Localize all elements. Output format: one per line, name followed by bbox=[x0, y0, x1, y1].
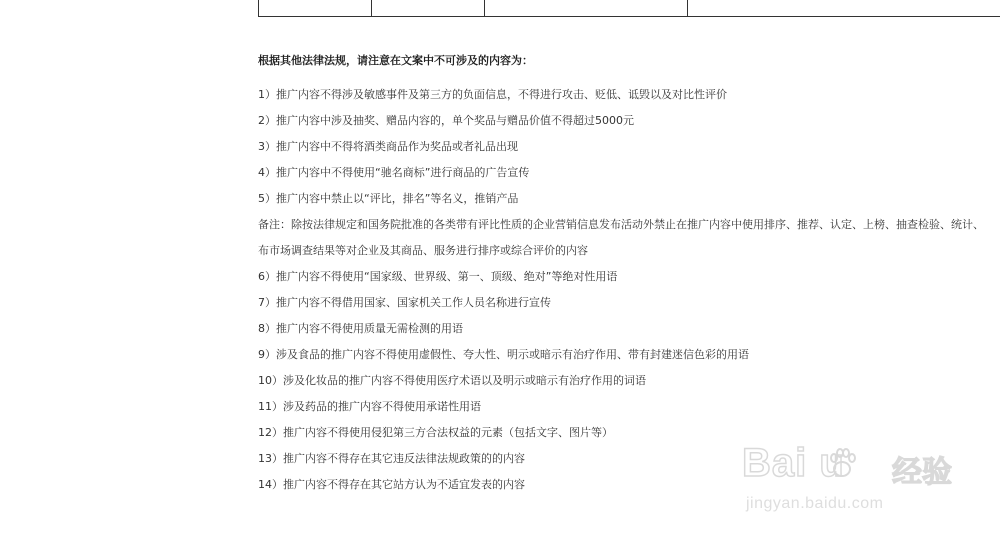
rule-item: 4）推广内容中不得使用“驰名商标”进行商品的广告宣传 bbox=[258, 166, 530, 179]
watermark-cn-text: 经验 bbox=[892, 455, 952, 490]
rules-section bbox=[258, 52, 1000, 498]
rule-item: 8）推广内容不得使用质量无需检测的用语 bbox=[258, 322, 463, 335]
rule-item: 10）涉及化妆品的推广内容不得使用医疗术语以及明示或暗示有治疗作用的词语 bbox=[258, 374, 646, 387]
table-column-divider bbox=[687, 0, 688, 17]
rule-item: 9）涉及食品的推广内容不得使用虚假性、夸大性、明示或暗示有治疗作用、带有封建迷信色彩的用语 bbox=[258, 348, 749, 361]
note-text: 备注：除按法律规定和国务院批准的各类带有评比性质的企业营销信息发布活动外禁止在推广内容中使用排序、推荐、认定、上榜、抽查检验、统计、 bbox=[258, 218, 984, 231]
table-column-divider bbox=[484, 0, 485, 17]
rule-item: 13）推广内容不得存在其它违反法律法规政策的的内容 bbox=[258, 452, 525, 465]
rule-item: 7）推广内容不得借用国家、国家机关工作人员名称进行宣传 bbox=[258, 296, 551, 309]
rule-item: 2）推广内容中涉及抽奖、赠品内容的，单个奖品与赠品价值不得超过5000元 bbox=[258, 114, 634, 127]
rule-item: 6）推广内容不得使用“国家级、世界级、第一、顶级、绝对”等绝对性用语 bbox=[258, 270, 618, 283]
rule-item: 14）推广内容不得存在其它站方认为不适宜发表的内容 bbox=[258, 478, 525, 491]
paw-icon bbox=[825, 446, 859, 480]
table-column-divider bbox=[371, 0, 372, 17]
section-heading: 根据其他法律法规，请注意在文案中不可涉及的内容为： bbox=[258, 54, 533, 67]
watermark-url: jingyan.baidu.com bbox=[746, 495, 884, 512]
rule-item: 3）推广内容中不得将酒类商品作为奖品或者礼品出现 bbox=[258, 140, 518, 153]
rule-item: 1）推广内容不得涉及敏感事件及第三方的负面信息，不得进行攻击、贬低、诋毁以及对比性评价 bbox=[258, 88, 727, 101]
watermark-brand-text: Bai u bbox=[742, 441, 845, 485]
rule-item: 12）推广内容不得使用侵犯第三方合法权益的元素（包括文字、图片等） bbox=[258, 426, 613, 439]
baidu-jingyan-watermark bbox=[742, 441, 982, 521]
rule-item: 5）推广内容中禁止以“评比，排名”等名义，推销产品 bbox=[258, 192, 519, 205]
table-bottom-edge bbox=[258, 0, 1000, 17]
note-text-continued: 布市场调查结果等对企业及其商品、服务进行排序或综合评价的内容 bbox=[258, 244, 588, 257]
rule-item: 11）涉及药品的推广内容不得使用承诺性用语 bbox=[258, 400, 481, 413]
